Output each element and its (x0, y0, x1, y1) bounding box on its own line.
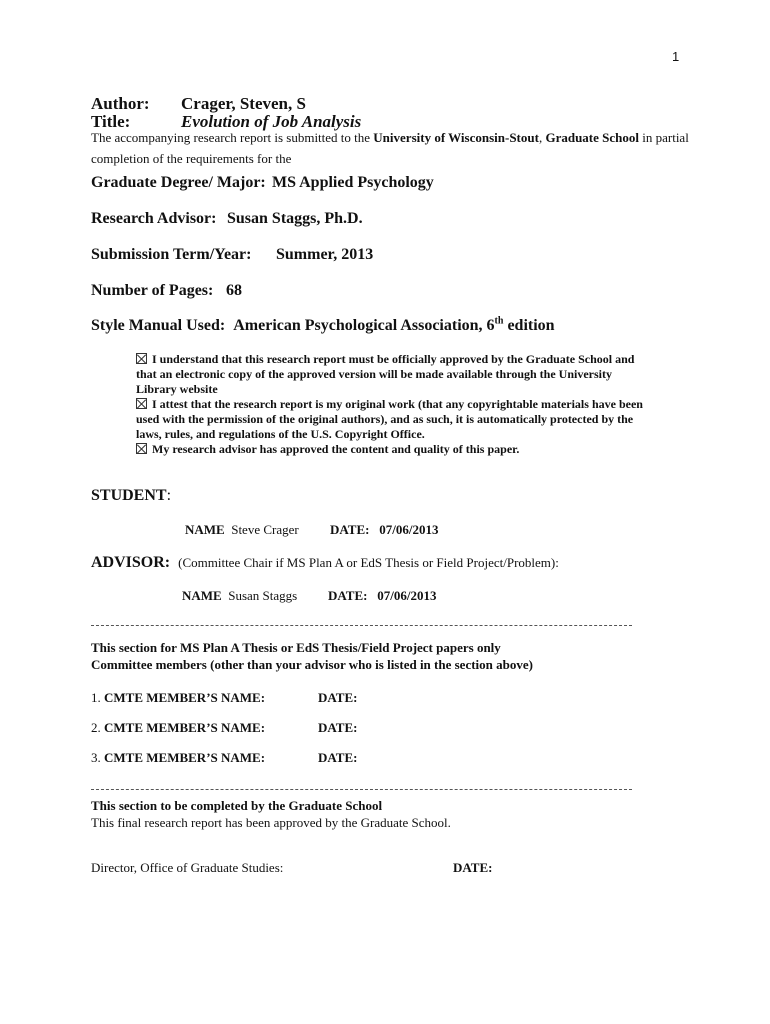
research-advisor-label: Research Advisor: (91, 210, 217, 227)
pages-label: Number of Pages: (91, 282, 214, 299)
divider (91, 625, 632, 626)
student-name-row: NAME Steve Crager (185, 522, 299, 537)
title-label: Title: (91, 112, 131, 131)
degree-label: Graduate Degree/ Major: (91, 174, 266, 191)
student-date: DATE: 07/06/2013 (330, 522, 439, 537)
submission-term-value: Summer, 2013 (276, 246, 374, 263)
intro-line-2: completion of the requirements for the (91, 151, 292, 166)
director-date: DATE: (453, 860, 493, 875)
divider (91, 789, 632, 790)
graduate-school-name: Graduate School (545, 130, 639, 145)
style-manual-value: American Psychological Association, 6 (233, 317, 495, 334)
committee-member-1-date: DATE: (318, 690, 358, 705)
checked-box-icon[interactable] (136, 398, 147, 409)
title-value: Evolution of Job Analysis (181, 112, 362, 131)
graduate-school-heading: This section to be completed by the Graduate School (91, 798, 383, 813)
student-heading: STUDENT: (91, 487, 172, 504)
student-name: Steve Crager (231, 522, 299, 537)
advisor-heading-row (91, 554, 559, 572)
check-item-3: My research advisor has approved the content and quality of this paper. (136, 442, 519, 457)
advisor-name-row: NAME Susan Staggs (182, 588, 298, 603)
advisor-note: (Committee Chair if MS Plan A or EdS Thesis or Field Project/Problem): (178, 555, 559, 570)
check-item-2: I attest that the research report is my original work (that any copyrightable materials have been used with the permission of the original authors), and as such, it is automatically protected by the laws, rules, and regulations of the U.S. Copyright Office. (136, 397, 643, 441)
committee-member-1: 1. CMTE MEMBER’S NAME: (91, 690, 266, 705)
advisor-heading: ADVISOR: (91, 554, 171, 571)
graduate-school-text: This final research report has been approved by the Graduate School. (91, 815, 451, 830)
committee-heading-1: This section for MS Plan A Thesis or EdS Thesis/Field Project papers only (91, 640, 501, 655)
page-number: 1 (672, 49, 680, 64)
advisor-date: DATE: 07/06/2013 (328, 588, 437, 603)
research-advisor-value: Susan Staggs, Ph.D. (227, 210, 363, 227)
checked-box-icon[interactable] (136, 353, 147, 364)
committee-member-2-date: DATE: (318, 720, 358, 735)
style-manual: Style Manual Used: American Psychological Association, 6th edition (91, 315, 555, 334)
checked-box-icon[interactable] (136, 443, 147, 454)
university-name: University of Wisconsin-Stout (373, 130, 539, 145)
director-label: Director, Office of Graduate Studies: (91, 860, 284, 875)
committee-member-3: 3. CMTE MEMBER’S NAME: (91, 750, 266, 765)
check-item-1: I understand that this research report must be officially approved by the Graduate School and that an electronic copy of the approved version will be made available through the University Library website (136, 352, 635, 396)
submission-term-label: Submission Term/Year: (91, 246, 252, 263)
style-manual-label: Style Manual Used: (91, 317, 226, 334)
committee-member-2: 2. CMTE MEMBER’S NAME: (91, 720, 266, 735)
committee-member-3-date: DATE: (318, 750, 358, 765)
advisor-name: Susan Staggs (228, 588, 298, 603)
intro-line-1: The accompanying research report is submitted to the University of Wisconsin-Stout, Graduate School in partial (91, 130, 689, 145)
pages-value: 68 (226, 282, 242, 299)
degree-value: MS Applied Psychology (272, 174, 434, 191)
committee-heading-2: Committee members (other than your advisor who is listed in the section above) (91, 657, 533, 672)
author-label: Author: (91, 94, 150, 113)
author-value: Crager, Steven, S (181, 94, 306, 113)
